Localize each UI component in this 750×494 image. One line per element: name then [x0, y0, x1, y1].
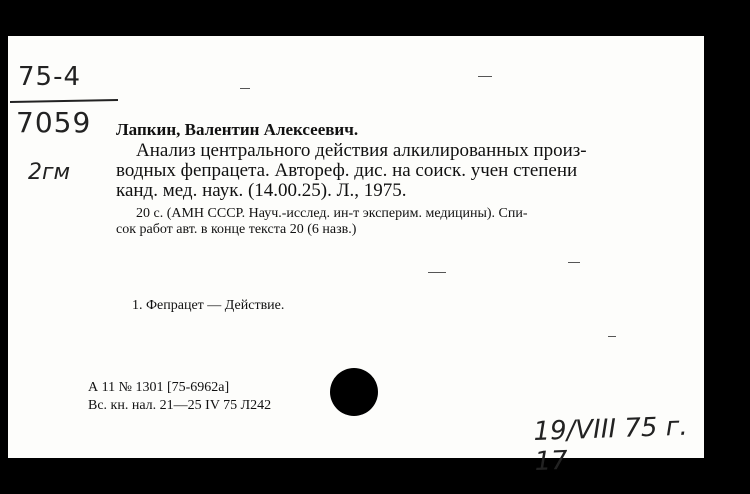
handwritten-signature: 19/VIII 75 г. 17 [533, 411, 689, 477]
scan-speck [478, 76, 492, 77]
note-line-2: сок работ авт. в конце текста 20 (6 назв.) [116, 222, 357, 237]
call-number-bottom: 7059 [16, 106, 92, 139]
note-line-1: 20 с. (АМН СССР. Науч.-исслед. ин-т эксперим. медицины). Спи- [136, 206, 528, 221]
title-line-2: водных фепрацета. Автореф. дис. на соиск. учен степени [116, 160, 578, 181]
title-line-3: канд. мед. наук. (14.00.25). Л., 1975. [116, 180, 407, 201]
catalog-card [8, 36, 704, 477]
title-line-1: Анализ центрального действия алкилированных произ- [136, 140, 587, 161]
scan-speck [608, 336, 616, 337]
accession-number: А 11 № 1301 [75-6962а] [88, 380, 230, 395]
punch-hole [330, 368, 378, 416]
shelf-location: Вс. кн. нал. 21—25 IV 75 Л242 [88, 398, 272, 413]
call-number-top: 75-4 [18, 62, 82, 92]
scan-speck [240, 88, 250, 89]
author-heading: Лапкин, Валентин Алексеевич. [116, 120, 359, 139]
scan-speck [568, 262, 580, 263]
handwritten-mark: 2гм [28, 160, 71, 185]
call-number-divider [10, 99, 118, 103]
subject-heading: 1. Фепрацет — Действие. [132, 298, 285, 313]
scan-speck [428, 272, 446, 273]
